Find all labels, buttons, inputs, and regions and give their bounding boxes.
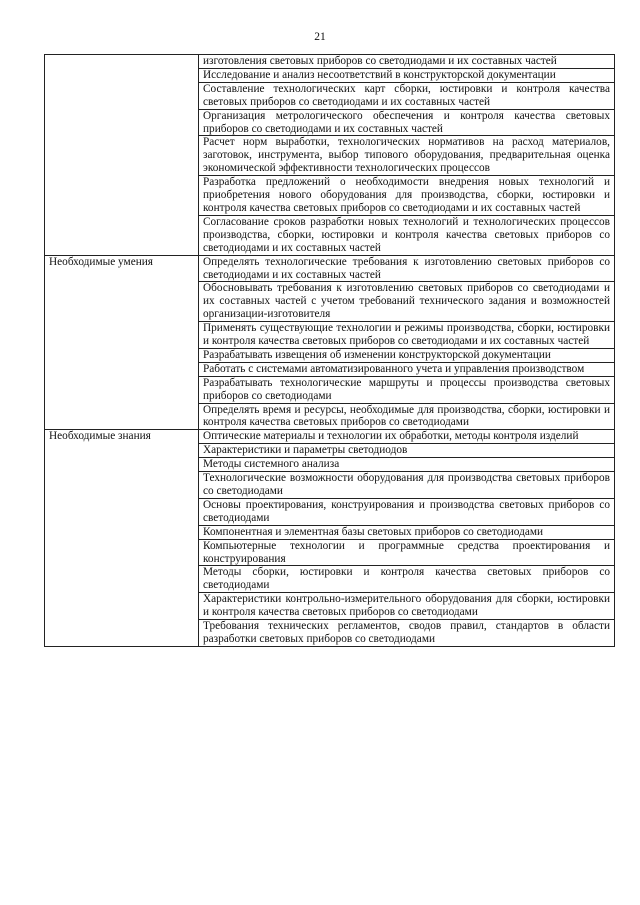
- requirements-table-body: [45, 55, 615, 647]
- section-item: [199, 593, 615, 620]
- section-item: [199, 472, 615, 499]
- section-item: [199, 109, 615, 136]
- table-row: [45, 255, 615, 282]
- section-item-text: Составление технологических карт сборки, юстировки и контроля качества световых приборов со светодиодами и их составных частей: [203, 82, 610, 108]
- section-item-text: Характеристики контрольно-измерительного оборудования для сборки, юстировки и контроля качества световых приборов со светодиодами: [203, 593, 610, 619]
- section-item: [199, 403, 615, 430]
- section-item: [199, 68, 615, 82]
- section-item-text: Согласование сроков разработки новых технологий и технологических процессов производства, сборки, юстировки и контроля качества световых приборов со светодиодами и их составных частей: [203, 215, 610, 254]
- section-item-text: Технологические возможности оборудования для производства световых приборов со светодиодами: [203, 472, 610, 497]
- section-item-text: Разрабатывать технологические маршруты и процессы производства световых приборов со светодиодами: [203, 376, 610, 402]
- section-item: [199, 136, 615, 176]
- section-item-text: Разработка предложений о необходимости внедрения новых технологий и приобретения нового оборудования для производства, сборки, юстировки и контроля качества световых приборов со светодиодами и их составных частей: [203, 176, 610, 214]
- requirements-table: [44, 54, 615, 647]
- section-label: Необходимые знания: [45, 430, 199, 647]
- section-item-text: Обосновывать требования к изготовлению световых приборов со светодиодами и их составных частей с учетом требований технического задания и возможностей организации-изготовителя: [203, 282, 610, 321]
- section-item: [199, 176, 615, 216]
- section-item-text: изготовления световых приборов со светодиодами и их составных частей: [203, 55, 557, 67]
- section-item-text: Требования технических регламентов, сводов правил, стандартов в области разработки световых приборов со светодиодами: [203, 620, 610, 645]
- section-item-text: Компьютерные технологии и программные средства проектирования и конструирования: [203, 539, 610, 565]
- section-item-text: Оптические материалы и технологии их обработки, методы контроля изделий: [203, 430, 579, 443]
- section-item: [199, 362, 615, 376]
- section-item-text: Организация метрологического обеспечения и контроля качества световых приборов со светодиодами и их составных частей: [203, 109, 610, 135]
- section-item-text: Расчет норм выработки, технологических нормативов на расход материалов, заготовок, инструмента, выбор типового оборудования, предварительная оценка экономической эффективности технологических процессов: [203, 136, 610, 175]
- table-row: [45, 430, 615, 444]
- section-item-text: Разрабатывать извещения об изменении конструкторской документации: [203, 348, 551, 361]
- section-item: [199, 430, 615, 444]
- section-item: [199, 215, 615, 255]
- section-label: [45, 55, 199, 256]
- section-item: [199, 444, 615, 458]
- section-item: [199, 566, 615, 593]
- section-item-text: Характеристики и параметры светодиодов: [203, 444, 408, 457]
- section-item: [199, 620, 615, 647]
- table-row: [45, 55, 615, 69]
- section-item: [199, 322, 615, 349]
- section-item-text: Работать с системами автоматизированного учета и управления производством: [203, 362, 585, 375]
- section-item: [199, 458, 615, 472]
- section-item: [199, 282, 615, 322]
- section-item-text: Исследование и анализ несоответствий в конструкторской документации: [203, 68, 556, 81]
- page-number: 21: [314, 31, 326, 43]
- section-item-text: Методы сборки, юстировки и контроля качества световых приборов со светодиодами: [203, 566, 610, 592]
- section-item: [199, 525, 615, 539]
- section-item-text: Основы проектирования, конструирования и производства световых приборов со светодиодами: [203, 498, 610, 524]
- section-item: [199, 539, 615, 566]
- section-item: [199, 348, 615, 362]
- section-item-text: Определять технологические требования к изготовлению световых приборов со светодиодами и их составных частей: [203, 255, 610, 281]
- section-item-text: Применять существующие технологии и режимы производства, сборки, юстировки и контроля качества световых приборов со светодиодами и их составных частей: [203, 322, 610, 348]
- section-item: [199, 498, 615, 525]
- section-item: [199, 376, 615, 403]
- section-item-text: Определять время и ресурсы, необходимые для производства, сборки, юстировки и контроля качества световых приборов со светодиодами: [203, 403, 610, 429]
- section-item: [199, 55, 615, 69]
- section-item-text: Компонентная и элементная базы световых приборов со светодиодами: [203, 525, 544, 538]
- section-item: [199, 255, 615, 282]
- section-item: [199, 82, 615, 109]
- section-label: Необходимые умения: [45, 255, 199, 430]
- section-item-text: Методы системного анализа: [203, 458, 340, 471]
